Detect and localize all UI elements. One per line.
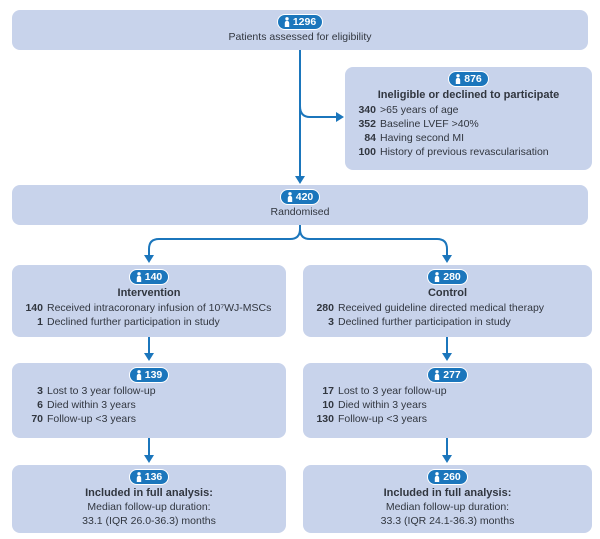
person-icon	[455, 74, 461, 84]
row-text: Follow-up <3 years	[47, 413, 136, 426]
box-title: Ineligible or declined to participate	[377, 89, 560, 102]
row-text: Declined further participation in study	[47, 316, 220, 329]
row-count: 70	[31, 413, 43, 426]
row-count: 1	[37, 316, 43, 329]
person-icon	[136, 272, 142, 282]
count-badge	[427, 269, 468, 285]
arrow-branch-to-ineligible	[300, 106, 336, 117]
badge-line	[303, 265, 592, 285]
count-value: 139	[144, 369, 163, 382]
box-analysis-intervention	[12, 465, 286, 533]
count-badge	[129, 367, 170, 383]
badge-line	[12, 363, 286, 383]
box-title: Included in full analysis:	[85, 487, 213, 500]
person-icon	[287, 192, 293, 202]
row-text: Died within 3 years	[47, 399, 136, 412]
analysis-line: 33.3 (IQR 24.1-36.3) months	[380, 515, 515, 528]
badge-line	[12, 185, 588, 205]
row-text: Died within 3 years	[338, 399, 427, 412]
detail-list	[12, 384, 286, 426]
row-text: History of previous revascularisation	[380, 146, 549, 159]
split-right	[300, 229, 447, 256]
count-badge	[427, 367, 468, 383]
badge-line	[12, 10, 588, 30]
count-value: 420	[295, 191, 314, 204]
row-text: Follow-up <3 years	[338, 413, 427, 426]
box-label: Randomised	[270, 206, 330, 219]
row-count: 280	[316, 302, 334, 315]
person-icon	[136, 370, 142, 380]
row-count: 100	[358, 146, 376, 159]
reason-list	[345, 103, 592, 159]
box-title: Control	[427, 287, 468, 300]
row-text: Having second MI	[380, 132, 465, 145]
detail-list	[303, 384, 592, 426]
analysis-line: Median follow-up duration:	[87, 501, 211, 514]
arrowhead	[144, 353, 154, 361]
badge-line	[12, 265, 286, 285]
count-badge	[129, 469, 170, 485]
row-count: 84	[364, 132, 376, 145]
arrowhead	[144, 255, 154, 263]
count-badge	[448, 71, 489, 87]
row-text: Declined further participation in study	[338, 316, 511, 329]
box-title: Included in full analysis:	[383, 487, 512, 500]
box-eligibility	[12, 10, 588, 50]
badge-line	[303, 363, 592, 383]
row-count: 3	[37, 385, 43, 398]
count-badge	[280, 189, 321, 205]
row-count: 340	[358, 104, 376, 117]
row-text: Baseline LVEF >40%	[380, 118, 479, 131]
person-icon	[434, 472, 440, 482]
row-text: >65 years of age	[380, 104, 459, 117]
detail-list	[12, 301, 286, 329]
row-count: 130	[316, 413, 334, 426]
badge-line	[345, 67, 592, 87]
box-title: Intervention	[117, 287, 181, 300]
box-label: Patients assessed for eligibility	[228, 31, 372, 44]
split-left	[149, 229, 300, 256]
row-count: 17	[322, 385, 334, 398]
person-icon	[434, 370, 440, 380]
count-badge	[129, 269, 170, 285]
count-value: 140	[144, 271, 163, 284]
detail-list	[303, 301, 592, 329]
box-analysis-control	[303, 465, 592, 533]
row-count: 10	[322, 399, 334, 412]
row-count: 140	[25, 302, 43, 315]
box-randomised	[12, 185, 588, 225]
box-intervention	[12, 265, 286, 337]
badge-line	[303, 465, 592, 485]
row-count: 6	[37, 399, 43, 412]
row-text: Lost to 3 year follow-up	[47, 385, 156, 398]
analysis-line: 33.1 (IQR 26.0-36.3) months	[82, 515, 216, 528]
count-value: 277	[443, 369, 461, 382]
box-control	[303, 265, 592, 337]
count-badge	[427, 469, 468, 485]
arrowhead	[442, 455, 452, 463]
arrowhead	[442, 255, 452, 263]
row-count: 3	[328, 316, 334, 329]
count-value: 280	[443, 271, 461, 284]
count-value: 260	[443, 471, 461, 484]
analysis-line: Median follow-up duration:	[385, 501, 510, 514]
box-ineligible	[345, 67, 592, 170]
box-followup-control	[303, 363, 592, 438]
row-count: 352	[358, 118, 376, 131]
person-icon	[136, 472, 142, 482]
badge-line	[12, 465, 286, 485]
count-value: 1296	[292, 16, 317, 29]
arrowhead	[295, 176, 305, 184]
count-value: 876	[464, 73, 482, 86]
count-value: 136	[144, 471, 163, 484]
arrowhead	[336, 112, 344, 122]
row-text: Received intracoronary infusion of 10⁷WJ-MSCs	[47, 302, 272, 315]
count-badge	[277, 14, 323, 30]
box-followup-intervention	[12, 363, 286, 438]
row-text: Received guideline directed medical therapy	[338, 302, 545, 315]
person-icon	[284, 17, 290, 27]
arrowhead	[144, 455, 154, 463]
person-icon	[434, 272, 440, 282]
row-text: Lost to 3 year follow-up	[338, 385, 447, 398]
arrowhead	[442, 353, 452, 361]
